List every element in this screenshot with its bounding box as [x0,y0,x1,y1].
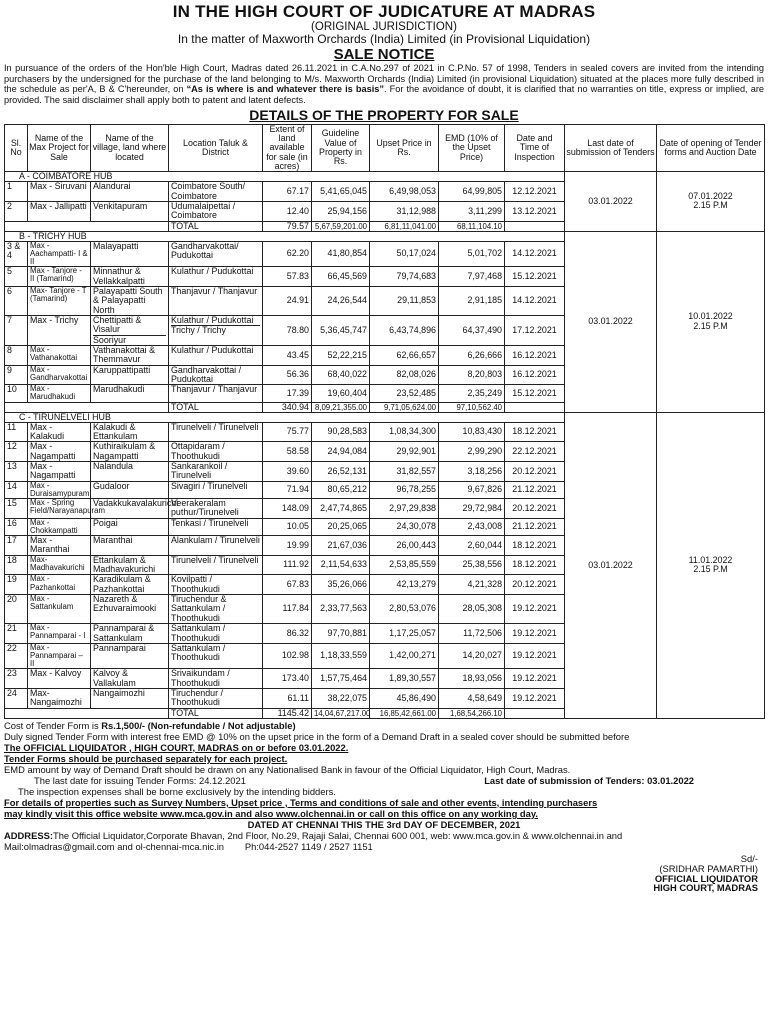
project-name: Max - Duraisamypuram [28,481,91,498]
table-header-row [5,124,765,172]
emd-value: 14,20,027 [439,643,505,669]
signature-sd: Sd/- [740,852,758,864]
project-name: Max - Gandharvakottai [28,365,91,385]
upset-price: 2,97,29,838 [370,499,439,519]
inspection-date: 20.12.2021 [505,499,565,519]
guideline-value: 21,67,036 [312,536,370,556]
sl-no: 18 [5,555,28,575]
project-name: Max - Jallipatti [28,201,91,221]
village-name: Sooriyur [93,335,166,345]
extent-value: 173.40 [263,669,312,689]
extent-value: 57.83 [263,267,312,287]
inspection-date: 19.12.2021 [505,595,565,624]
cost-line [4,720,764,731]
taluk-name: Veerakeralam puthur/Tirunelveli [169,499,263,519]
total-empty [505,221,565,231]
upset-price: 62,66,657 [370,345,439,365]
guideline-value: 35,26,066 [312,575,370,595]
extent-value: 61.11 [263,689,312,709]
upset-price: 29,11,853 [370,286,439,315]
emd-value: 64,37,490 [439,315,505,345]
project-name: Max - Kalakudi [28,422,91,442]
total-emd: 68,11,104.10 [439,221,505,231]
inspection-date: 20.12.2021 [505,575,565,595]
emd-line: EMD amount by way of Demand Draft should be drawn on any Nationalised Bank in favour of the Official Liquidator, High Court, Madras. [4,763,571,775]
extent-value: 58.58 [263,442,312,462]
upset-price: 24,30,078 [370,518,439,535]
last-date-cell: 03.01.2022 [565,172,657,231]
sl-no: 6 [5,286,28,315]
signature-place: HIGH COURT, MADRAS [653,882,758,894]
property-table [4,124,765,719]
total-empty [505,708,565,718]
village-name: Nazareth & Ezhuvaraimooki [91,595,169,624]
taluk-name: Kulathur / Pudukottai [169,345,263,365]
duly-signed-line: Duly signed Tender Form with interest free EMD @ 10% on the upset price in the form of a Demand Draft in a sealed cover should be submitted before [4,730,630,742]
emd-value: 18,93,056 [439,669,505,689]
village-name: Nalandula [91,462,169,482]
cost-prefix: Cost of Tender Form is [4,719,102,731]
details-line-2: may kindly visit this office website www.mca.gov.in and also www.olchennai.in or call on this office on any working day. [4,807,538,819]
sl-no: 2 [5,201,28,221]
matter-line: In the matter of Maxworth Orchards (India) Limited (in Provisional Liquidation) [177,31,591,46]
sl-no: 3 & 4 [5,241,28,267]
last-date-cell: 03.01.2022 [565,231,657,412]
col-header: Date and Time of Inspection [505,124,565,172]
extent-value: 43.45 [263,345,312,365]
inspection-date: 16.12.2021 [505,365,565,385]
guideline-value: 2,11,54,633 [312,555,370,575]
taluk-name: Srivaikundam / Thoothukudi [169,669,263,689]
guideline-value: 2,33,77,563 [312,595,370,624]
extent-value: 56.36 [263,365,312,385]
sl-no: 16 [5,518,28,535]
notice-title: SALE NOTICE [333,45,435,63]
table-body [5,172,765,718]
taluk-cell [169,315,263,345]
project-name: Max -Pannamparai – II [28,643,91,669]
village-name: Malayapatti [91,241,169,267]
guideline-value: 5,36,45,747 [312,315,370,345]
village-name: Gudaloor [91,481,169,498]
extent-value: 148.09 [263,499,312,519]
inspection-date: 13.12.2021 [505,201,565,221]
upset-price: 79,74,683 [370,267,439,287]
extent-value: 39.60 [263,462,312,482]
extent-value: 24.91 [263,286,312,315]
emd-value: 2,35,249 [439,385,505,402]
upset-price: 42,13,279 [370,575,439,595]
upset-price: 31,82,557 [370,462,439,482]
sale-notice-page [4,3,764,893]
taluk-name: Alankulam / Tirunelveli [169,536,263,556]
footer [4,720,764,852]
dates-row [4,775,764,786]
guideline-value: 38,22,075 [312,689,370,709]
project-name: Max -Pannamparai - I [28,624,91,644]
inspection-date: 21.12.2021 [505,518,565,535]
emd-value: 4,58,649 [439,689,505,709]
village-name: Marudhakudi [91,385,169,402]
total-extent: 340.94 [263,402,312,412]
guideline-value: 80,65,212 [312,481,370,498]
village-name: Kalvoy & Vallakulam [91,669,169,689]
project-name: Max - Spring Field/Narayanapuram [28,499,91,519]
col-header: Last date of submission of Tenders [565,124,657,172]
taluk-name: Sattankulam / Thoothukudi [169,643,263,669]
emd-value: 25,38,556 [439,555,505,575]
emd-value: 7,97,468 [439,267,505,287]
taluk-name: Thanjavur / Thanjavur [169,385,263,402]
village-name: Kuthiraikulam & Nagampatti [91,442,169,462]
inspection-date: 17.12.2021 [505,315,565,345]
total-guideline: 14,04,67,217.00 [312,708,370,718]
emd-value: 2,60,044 [439,536,505,556]
guideline-value: 5,41,65,045 [312,182,370,202]
project-name: Max-Nangaimozhi [28,689,91,709]
emd-value: 6,26,666 [439,345,505,365]
sl-no: 1 [5,182,28,202]
total-label: TOTAL [169,708,263,718]
guideline-value: 26,52,131 [312,462,370,482]
upset-price: 1,17,25,057 [370,624,439,644]
col-header: Upset Price in Rs. [370,124,439,172]
sl-no: 13 [5,462,28,482]
inspection-date: 18.12.2021 [505,555,565,575]
hub-label: A - COIMBATORE HUB [5,172,565,182]
col-header: Name of the village, land where located [91,124,169,172]
notice-header [4,3,764,62]
taluk-name: Tiruchendur & Sattankulam / Thoothukudi [169,595,263,624]
jurisdiction: (ORIGINAL JURISDICTION) [311,20,457,33]
extent-value: 62.20 [263,241,312,267]
emd-value: 3,18,256 [439,462,505,482]
upset-price: 82,08,026 [370,365,439,385]
emd-value: 10,83,430 [439,422,505,442]
project-name: Max - Nagampatti [28,462,91,482]
taluk-name: Trichy / Trichy [171,325,260,335]
opening-date-cell [657,231,765,412]
inspection-date: 16.12.2021 [505,345,565,365]
sl-no: 10 [5,385,28,402]
upset-price: 26,00,443 [370,536,439,556]
project-name: Max - Vathanakottai [28,345,91,365]
opening-time: 2.15 P.M [693,200,728,211]
address-label: ADDRESS: [4,829,53,841]
total-guideline: 5,67,59,201.00 [312,221,370,231]
guideline-value: 19,60,404 [312,385,370,402]
intro-text-before: In pursuance of the orders of the Hon'ble High Court, Madras dated 26.11.2021 in C.A.No.297 of 2021 in C.P.No. 57 of 1998, Tenders in sealed covers are invited from the intending purchasers by the undersigned for the purchase of the land belonging to M/s. Maxworth Orchards (India) Limited (in provisional Liquidation) situated at the places more fully described in the schedule as per'A, B & C'hereunder, on [4,63,764,95]
upset-price: 23,52,485 [370,385,439,402]
hub-row [5,172,765,182]
opening-date-cell [657,172,765,231]
last-issue-date: The last date for issuing Tender Forms: 24.12.2021 [34,774,246,786]
inspection-date: 15.12.2021 [505,267,565,287]
village-name: Pannamparai [91,643,169,669]
extent-value: 111.92 [263,555,312,575]
emd-value: 2,99,290 [439,442,505,462]
details-line-1: For details of properties such as Survey Numbers, Upset price , Terms and conditions of sale and other events, intending purchasers [4,796,598,808]
inspection-date: 19.12.2021 [505,689,565,709]
extent-value: 71.94 [263,481,312,498]
upset-price: 29,92,901 [370,442,439,462]
village-cell [91,315,169,345]
guideline-value: 90,28,583 [312,422,370,442]
upset-price: 6,49,98,053 [370,182,439,202]
taluk-name: Gandharvakottai/ Pudukottai [169,241,263,267]
official-liquidator-line: The OFFICIAL LIQUIDATOR , HIGH COURT, MADRAS on or before 03.01.2022. [4,741,349,753]
sl-no: 24 [5,689,28,709]
total-label: TOTAL [169,221,263,231]
guideline-value: 41,80,854 [312,241,370,267]
project-name: Max - Trichy [28,315,91,345]
signature-block [4,854,764,894]
extent-value: 75.77 [263,422,312,442]
village-name: Nangaimozhi [91,689,169,709]
village-name: Minnathur & Vellakkalpatti [91,267,169,287]
upset-price: 2,53,85,559 [370,555,439,575]
emd-value: 11,72,506 [439,624,505,644]
taluk-name: Gandharvakottai / Pudukottai [169,365,263,385]
cost-value: Rs.1,500/- (Non-refundable / Not adjustable) [101,719,296,731]
village-name: Pannamparai & Sattankulam [91,624,169,644]
inspection-date: 22.12.2021 [505,442,565,462]
upset-price: 2,80,53,076 [370,595,439,624]
extent-value: 10.05 [263,518,312,535]
col-header: Guideline Value of Property in Rs. [312,124,370,172]
inspection-date: 19.12.2021 [505,669,565,689]
upset-price: 1,08,34,300 [370,422,439,442]
sl-no: 5 [5,267,28,287]
opening-time: 2.15 P.M [693,564,728,575]
inspection-date: 18.12.2021 [505,422,565,442]
upset-price: 96,78,255 [370,481,439,498]
emd-value: 2,43,008 [439,518,505,535]
emd-value: 64,99,805 [439,182,505,202]
extent-value: 102.98 [263,643,312,669]
project-name: Max - Nagampatti [28,442,91,462]
dated-line: DATED AT CHENNAI THIS THE 3rd DAY OF DECEMBER, 2021 [247,818,521,830]
village-name: Poigai [91,518,169,535]
last-date-cell: 03.01.2022 [565,412,657,718]
sl-no: 23 [5,669,28,689]
extent-value: 67.17 [263,182,312,202]
upset-price: 45,86,490 [370,689,439,709]
taluk-name: Tiruchendur / Thoothukudi [169,689,263,709]
intro-paragraph [4,63,764,105]
sl-no: 20 [5,595,28,624]
village-name: Maranthai [91,536,169,556]
opening-date-cell [657,412,765,718]
inspection-expenses-line: The inspection expenses shall be borne exclusively by the intending bidders. [18,785,336,797]
project-name: Max - Sattankulam [28,595,91,624]
extent-value: 117.84 [263,595,312,624]
extent-value: 19.99 [263,536,312,556]
village-name: Karuppattipatti [91,365,169,385]
inspection-date: 15.12.2021 [505,385,565,402]
court-title: IN THE HIGH COURT OF JUDICATURE AT MADRAS [172,2,596,21]
guideline-value: 97,70,881 [312,624,370,644]
sl-no: 12 [5,442,28,462]
opening-date: 07.01.2022 [688,191,733,202]
col-header: Location Taluk & District [169,124,263,172]
upset-price: 6,43,74,896 [370,315,439,345]
sl-no: 17 [5,536,28,556]
village-name: Palayapatti South & Palayapatti North [91,286,169,315]
taluk-name: Tirunelveli / Tirunelveli [169,555,263,575]
guideline-value: 24,26,544 [312,286,370,315]
project-name: Max- Tanjore - T (Tamarind) [28,286,91,315]
total-emd: 97,10,562.40 [439,402,505,412]
details-title: DETAILS OF THE PROPERTY FOR SALE [249,106,519,123]
total-empty [5,708,169,718]
taluk-name: Coimbatore South/ Coimbatore [169,182,263,202]
taluk-name: Kulathur / Pudukottai [171,314,254,325]
taluk-name: Udumalaipettai / Coimbatore [169,201,263,221]
col-header: Extent of land available for sale (in acres) [263,124,312,172]
hub-label: B - TRICHY HUB [5,231,565,241]
total-label: TOTAL [169,402,263,412]
total-extent: 79.57 [263,221,312,231]
inspection-date: 18.12.2021 [505,536,565,556]
hub-row [5,231,765,241]
separately-line: Tender Forms should be purchased separately for each project. [4,752,288,764]
emd-value: 29,72,984 [439,499,505,519]
village-name: Alandurai [91,182,169,202]
total-empty [5,402,169,412]
village-name: Karadikulam & Pazhankottai [91,575,169,595]
guideline-value: 2,47,74,865 [312,499,370,519]
project-name: Max - Tanjore - II (Tamarind) [28,267,91,287]
sl-no: 15 [5,499,28,519]
guideline-value: 66,45,569 [312,267,370,287]
upset-price: 1,42,00,271 [370,643,439,669]
taluk-name: Tirunelveli / Tirunelveli [169,422,263,442]
inspection-date: 14.12.2021 [505,286,565,315]
sl-no: 7 [5,315,28,345]
village-name: Vadakkukavalakurichi [91,499,169,519]
total-empty [5,221,169,231]
guideline-value: 1,18,33,559 [312,643,370,669]
col-header: Date of opening of Tender forms and Auction Date [657,124,765,172]
total-guideline: 8,09,21,355.00 [312,402,370,412]
sl-no: 19 [5,575,28,595]
taluk-name: Kulathur / Pudukottai [169,267,263,287]
emd-value: 5,01,702 [439,241,505,267]
upset-price: 50,17,024 [370,241,439,267]
sl-no: 21 [5,624,28,644]
inspection-date: 14.12.2021 [505,241,565,267]
total-upset: 9,71,05,624.00 [370,402,439,412]
hub-label: C - TIRUNELVELI HUB [5,412,565,422]
sl-no: 9 [5,365,28,385]
inspection-date: 20.12.2021 [505,462,565,482]
opening-date: 11.01.2022 [688,554,733,565]
intro-bold-phrase: “As is where is and whatever there is basis” [186,84,384,95]
total-empty [505,402,565,412]
extent-value: 12.40 [263,201,312,221]
guideline-value: 24,94,084 [312,442,370,462]
extent-value: 78.80 [263,315,312,345]
project-name: Max - Maranthai [28,536,91,556]
opening-date: 10.01.2022 [688,311,733,322]
project-name: Max -Aachampatti- I & II [28,241,91,267]
project-name: Max - Kalvoy [28,669,91,689]
address-text: The Official Liquidator,Corporate Bhavan, 2nd Floor, No.29, Rajaji Salai, Chennai 600 001, web: www.mca.gov.in & www.olchennai.in and [52,829,623,841]
taluk-name: Sattankulam / Thoothukudi [169,624,263,644]
emd-value: 9,67,826 [439,481,505,498]
taluk-name: Tenkasi / Tirunelveli [169,518,263,535]
total-upset: 16,85,42,661.00 [370,708,439,718]
project-name: Max - Siruvani [28,182,91,202]
upset-price: 1,89,30,557 [370,669,439,689]
project-name: Max-Madhavakurichi [28,555,91,575]
guideline-value: 25,94,156 [312,201,370,221]
sl-no: 11 [5,422,28,442]
extent-value: 67.83 [263,575,312,595]
taluk-name: Thanjavur / Thanjavur [169,286,263,315]
village-name: Chettipatti & Visalur [93,314,142,335]
upset-price: 31,12,988 [370,201,439,221]
guideline-value: 20,25,065 [312,518,370,535]
inspection-date: 19.12.2021 [505,643,565,669]
emd-value: 4,21,328 [439,575,505,595]
col-header: Sl. No [5,124,28,172]
emd-value: 3,11,299 [439,201,505,221]
project-name: Max -Pazhankottai [28,575,91,595]
col-header: Name of the Max Project for Sale [28,124,91,172]
village-name: Venkitapuram [91,201,169,221]
taluk-name: Sivagiri / Tirunelveli [169,481,263,498]
guideline-value: 68,40,022 [312,365,370,385]
total-upset: 6,81,11,041.00 [370,221,439,231]
village-name: Ettankulam & Madhavakurichi [91,555,169,575]
sl-no: 14 [5,481,28,498]
extent-value: 86.32 [263,624,312,644]
inspection-date: 19.12.2021 [505,624,565,644]
inspection-date: 12.12.2021 [505,182,565,202]
taluk-name: Ottapidaram / Thoothukudi [169,442,263,462]
project-name: Max -Chokkampatti [28,518,91,535]
intro-text-after: . For the avoidance of doubt, it is clarified that no warranties on title, express or implied, are provided. The said disclaimer shall apply both to patent and latent defects. [4,84,764,105]
village-name: Vathanakottai & Themmavur [91,345,169,365]
emd-value: 2,91,185 [439,286,505,315]
extent-value: 17.39 [263,385,312,402]
project-name: Max - Marudhakudi [28,385,91,402]
address-line [4,830,764,841]
sl-no: 8 [5,345,28,365]
emd-value: 28,05,308 [439,595,505,624]
guideline-value: 52,22,215 [312,345,370,365]
total-emd: 1,68,54,266.10 [439,708,505,718]
col-header: EMD (10% of the Upset Price) [439,124,505,172]
sl-no: 22 [5,643,28,669]
inspection-date: 21.12.2021 [505,481,565,498]
last-submission-date: Last date of submission of Tenders: 03.01.2022 [484,774,694,786]
total-extent: 1145.42 [263,708,312,718]
taluk-name: Sankarankoil / Tirunelveli [169,462,263,482]
signature-title: OFFICIAL LIQUIDATOR [654,872,758,884]
mail-line: Mail:olmadras@gmail.com and ol-chennai-mca.nic.in Ph:044-2527 1149 / 2527 1151 [4,840,373,852]
guideline-value: 1,57,75,464 [312,669,370,689]
village-name: Kalakudi & Ettankulam [91,422,169,442]
signature-name: (SRIDHAR PAMARTHI) [659,862,758,874]
taluk-name: Kovilpatti / Thoothukudi [169,575,263,595]
emd-value: 8,20,803 [439,365,505,385]
opening-time: 2.15 P.M [693,320,728,331]
hub-row [5,412,765,422]
